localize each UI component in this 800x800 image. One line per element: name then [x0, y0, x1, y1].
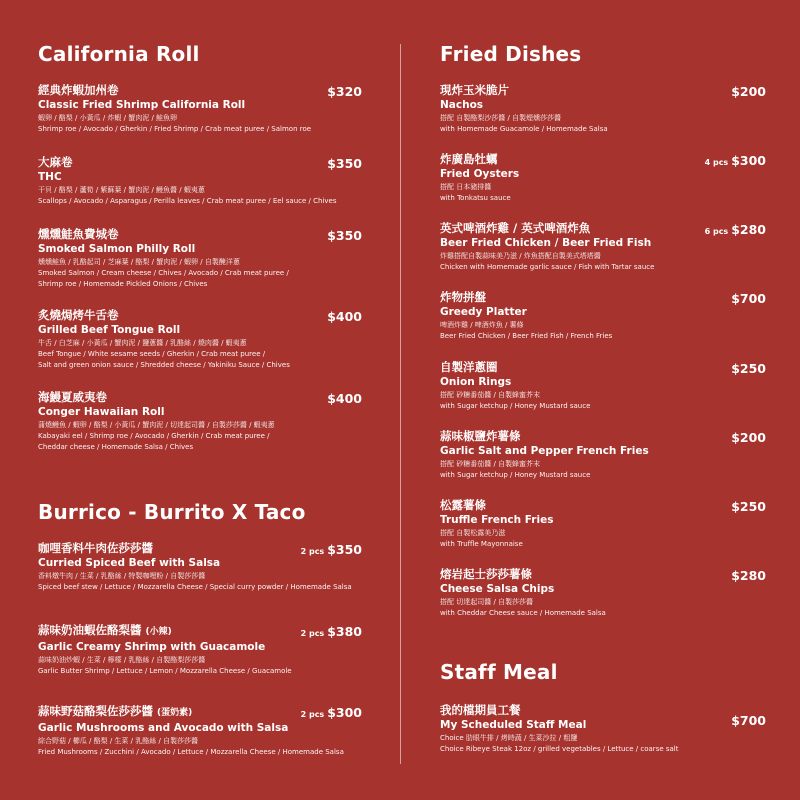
item-name-zh: 自製洋蔥圈 — [440, 360, 498, 374]
item-pieces: 2 pcs — [300, 710, 325, 719]
item-name-en: Classic Fried Shrimp California Roll — [38, 99, 246, 111]
item-price — [705, 222, 766, 237]
item-desc-en: Kabayaki eel / Shrimp roe / Avocado / Gherkin / Crab meat puree / — [38, 432, 270, 440]
item-pieces: 6 pcs — [704, 227, 729, 236]
item-desc-zh: 搭配 砂糖番茄醬 / 自製蜂蜜芥末 — [440, 391, 541, 399]
item-price — [301, 542, 362, 557]
menu-item — [440, 429, 766, 481]
item-price — [301, 624, 362, 639]
item-desc-zh: 搭配 自製酪梨沙莎醬 / 自製煙燻莎莎醬 — [440, 114, 562, 122]
item-desc-en: with Tonkatsu sauce — [440, 194, 511, 202]
item-pieces: 4 pcs — [704, 158, 729, 167]
item-name-en: Nachos — [440, 99, 484, 111]
item-price-value: $380 — [327, 624, 362, 639]
item-name-en: Curried Spiced Beef with Salsa — [38, 557, 221, 569]
item-desc-zh: 蝦卵 / 酪梨 / 小黃瓜 / 炸蝦 / 蟹肉泥 / 鮭魚卵 — [38, 114, 178, 122]
item-price-value: $280 — [731, 222, 766, 237]
item-desc-en: Shrimp roe / Avocado / Gherkin / Fried Shrimp / Crab meat puree / Salmon roe — [38, 125, 312, 133]
item-desc-en: with Homemade Guacamole / Homemade Salsa — [440, 125, 608, 133]
item-price: $350 — [327, 156, 362, 171]
item-pieces: 2 pcs — [300, 629, 325, 638]
item-note: (小辣) — [145, 627, 172, 637]
menu-item — [440, 567, 766, 619]
item-name-zh-text: 蒜味奶油蝦佐酪梨醬 — [38, 623, 142, 637]
item-desc-zh: 綜合野菇 / 櫛瓜 / 酪梨 / 生菜 / 乳酪絲 / 自製莎莎醬 — [38, 737, 199, 745]
item-note: (蛋奶素) — [157, 708, 193, 718]
item-desc-en: Beef Tongue / White sesame seeds / Gherkin / Crab meat puree / — [38, 350, 266, 358]
item-desc-en: Smoked Salmon / Cream cheese / Chives / Avocado / Crab meat puree / — [38, 269, 289, 277]
item-desc-zh: 香料燉牛肉 / 生菜 / 乳酪絲 / 特製咖哩粉 / 自製莎莎醬 — [38, 572, 206, 580]
item-name-zh: 炸物拼盤 — [440, 290, 486, 304]
menu-item — [440, 152, 766, 204]
item-price: $200 — [731, 430, 766, 445]
item-name-zh: 海鰻夏威夷卷 — [38, 390, 107, 404]
item-price: $400 — [327, 391, 362, 406]
item-pieces: 2 pcs — [300, 547, 325, 556]
item-desc-zh: Choice 肋眼牛排 / 烤時蔬 / 生菜沙拉 / 粗鹽 — [440, 734, 578, 742]
item-name-zh: 炸廣島牡蠣 — [440, 152, 498, 166]
item-name-zh: 燻燻鮭魚費城卷 — [38, 227, 119, 241]
item-name-en: Smoked Salmon Philly Roll — [38, 243, 196, 255]
menu-item — [440, 498, 766, 550]
item-price — [301, 705, 362, 720]
item-desc-en: Spiced beef stew / Lettuce / Mozzarella Cheese / Special curry powder / Homemade Salsa — [38, 583, 352, 591]
item-price: $700 — [731, 713, 766, 728]
column-divider — [400, 44, 401, 764]
item-name-en: Truffle French Fries — [440, 514, 554, 526]
section-title-staff-meal: Staff Meal — [440, 660, 558, 684]
item-name-zh: 英式啤酒炸雞 / 英式啤酒炸魚 — [440, 221, 591, 235]
item-price: $350 — [327, 228, 362, 243]
item-desc-zh: 蒜味奶油炒蝦 / 生菜 / 檸檬 / 乳酪絲 / 自製酪梨莎莎醬 — [38, 656, 206, 664]
item-desc-zh: 搭配 自製松露美乃滋 — [440, 529, 506, 537]
item-name-en: My Scheduled Staff Meal — [440, 719, 587, 731]
item-name-zh: 大麻卷 — [38, 155, 73, 169]
menu-item — [38, 227, 362, 290]
menu-item — [440, 703, 766, 755]
item-name-zh: 現炸玉米脆片 — [440, 83, 509, 97]
item-name-zh: 我的檔期員工餐 — [440, 703, 521, 717]
item-name-en: Garlic Mushrooms and Avocado with Salsa — [38, 722, 289, 734]
item-name-en: Greedy Platter — [440, 306, 527, 318]
item-name-en: Fried Oysters — [440, 168, 520, 180]
item-desc-en: with Truffle Mayonnaise — [440, 540, 523, 548]
item-name-en: Cheese Salsa Chips — [440, 583, 555, 595]
item-price-value: $300 — [327, 705, 362, 720]
item-price: $320 — [327, 84, 362, 99]
item-price — [705, 153, 766, 168]
menu-item — [38, 623, 362, 677]
item-desc-en: Chicken with Homemade garlic sauce / Fish with Tartar sauce — [440, 263, 655, 271]
menu-item — [38, 83, 362, 135]
item-desc-zh: 燻燻鮭魚 / 乳酪起司 / 芝麻葉 / 酪梨 / 蟹肉泥 / 蝦卵 / 自製醃洋蔥 — [38, 258, 240, 266]
item-name-zh: 蒜味椒鹽炸薯條 — [440, 429, 521, 443]
item-desc-en: Garlic Butter Shrimp / Lettuce / Lemon / Mozzarella Cheese / Guacamole — [38, 667, 292, 675]
item-name-zh: 熔岩起士莎莎薯條 — [440, 567, 532, 581]
item-name-en: THC — [38, 171, 62, 183]
item-desc-en: with Sugar ketchup / Honey Mustard sauce — [440, 471, 591, 479]
item-name-en: Conger Hawaiian Roll — [38, 406, 165, 418]
menu-item — [38, 541, 362, 593]
item-price-value: $350 — [327, 542, 362, 557]
menu-item — [38, 704, 362, 758]
item-desc-en: Cheddar cheese / Homemade Salsa / Chives — [38, 443, 194, 451]
item-desc-zh: 啤酒炸雞 / 啤酒炸魚 / 薯條 — [440, 321, 524, 329]
item-desc-en: Salt and green onion sauce / Shredded cheese / Yakiniku Sauce / Chives — [38, 361, 290, 369]
item-desc-zh: 搭配 砂糖番茄醬 / 自製蜂蜜芥末 — [440, 460, 541, 468]
menu-item — [440, 360, 766, 412]
item-price: $400 — [327, 309, 362, 324]
section-title-california-roll: California Roll — [38, 42, 200, 66]
item-desc-en: Beer Fried Chicken / Beer Fried Fish / French Fries — [440, 332, 613, 340]
menu-item — [38, 155, 362, 207]
item-desc-zh: 蒲燒鰻魚 / 蝦卵 / 酪梨 / 小黃瓜 / 蟹肉泥 / 切達起司醬 / 自製莎莎醬 / 蝦夷蔥 — [38, 421, 275, 429]
item-price: $700 — [731, 291, 766, 306]
menu-item — [440, 221, 766, 273]
item-desc-zh: 牛舌 / 白芝麻 / 小黃瓜 / 蟹肉泥 / 鹽蔥醬 / 乳酪絲 / 燒肉醬 / 蝦夷蔥 — [38, 339, 247, 347]
item-desc-en: Scallops / Avocado / Asparagus / Perilla leaves / Crab meat puree / Eel sauce / Chives — [38, 197, 337, 205]
section-title-burrico: Burrico - Burrito X Taco — [38, 500, 306, 524]
menu-item — [440, 83, 766, 135]
item-name-en: Garlic Creamy Shrimp with Guacamole — [38, 641, 266, 653]
item-name-zh: 經典炸蝦加州卷 — [38, 83, 119, 97]
item-name-zh-text: 咖哩香料牛肉佐莎莎醬 — [38, 541, 153, 555]
item-price: $250 — [731, 361, 766, 376]
item-desc-en: Choice Ribeye Steak 12oz / grilled vegetables / Lettuce / coarse salt — [440, 745, 679, 753]
item-desc-en: with Sugar ketchup / Honey Mustard sauce — [440, 402, 591, 410]
item-name-en: Beer Fried Chicken / Beer Fried Fish — [440, 237, 652, 249]
item-desc-zh: 搭配 日本豬排醬 — [440, 183, 492, 191]
item-price-value: $300 — [731, 153, 766, 168]
item-name-en: Garlic Salt and Pepper French Fries — [440, 445, 649, 457]
menu-item — [38, 308, 362, 371]
item-price: $280 — [731, 568, 766, 583]
item-name-zh: 松露薯條 — [440, 498, 486, 512]
item-name-zh-text: 蒜味野菇酪梨佐莎莎醬 — [38, 704, 153, 718]
item-desc-en: Fried Mushrooms / Zucchini / Avocado / Lettuce / Mozzarella Cheese / Homemade Salsa — [38, 748, 344, 756]
menu-item — [440, 290, 766, 342]
item-price: $250 — [731, 499, 766, 514]
item-desc-en: Shrimp roe / Homemade Pickled Onions / Chives — [38, 280, 208, 288]
item-name-zh: 炙燒焗烤牛舌卷 — [38, 308, 119, 322]
item-desc-zh: 干貝 / 酪梨 / 蘆筍 / 紫蘇葉 / 蟹肉泥 / 鰻魚醬 / 蝦夷蔥 — [38, 186, 205, 194]
item-price: $200 — [731, 84, 766, 99]
menu-item — [38, 390, 362, 453]
item-desc-zh: 搭配 切達起司醬 / 自製莎莎醬 — [440, 598, 534, 606]
item-desc-en: with Cheddar Cheese sauce / Homemade Salsa — [440, 609, 606, 617]
item-name-en: Grilled Beef Tongue Roll — [38, 324, 181, 336]
item-name-en: Onion Rings — [440, 376, 512, 388]
item-desc-zh: 炸雞搭配自製蒜味美乃滋 / 炸魚搭配自製美式塔塔醬 — [440, 252, 601, 260]
section-title-fried-dishes: Fried Dishes — [440, 42, 582, 66]
